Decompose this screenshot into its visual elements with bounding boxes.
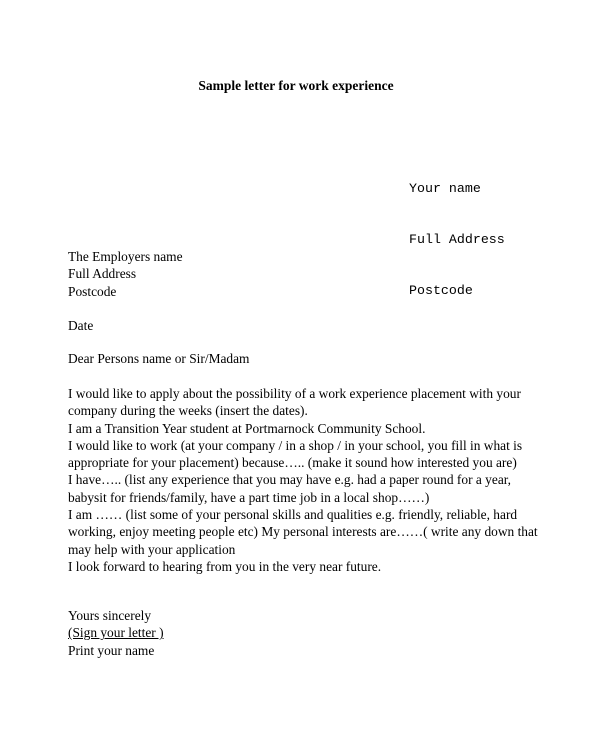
recipient-name: The Employers name <box>68 249 183 264</box>
date-text: Date <box>68 318 94 333</box>
body-line: may help with your application <box>68 541 236 557</box>
recipient-address-block <box>68 248 183 300</box>
body-line: I would like to work (at your company / in a shop / in your school, you fill in what is <box>68 437 523 453</box>
body-line: babysit for friends/family, have a part time job in a local shop……) <box>68 489 430 505</box>
letter-title: Sample letter for work experience <box>198 78 394 93</box>
body-line: appropriate for your placement) because….. (make it sound how interested you are) <box>68 455 517 471</box>
sign-instruction <box>68 624 164 641</box>
salutation-text: Dear Persons name or Sir/Madam <box>68 351 250 366</box>
salutation <box>68 350 249 367</box>
sign-off: Yours sincerely <box>68 608 152 623</box>
body-line: I am a Transition Year student at Portmarnock Community School. <box>68 420 426 436</box>
body-line: I am …… (list some of your personal skills and qualities e.g. friendly, reliable, hard <box>68 507 518 523</box>
sender-postcode: Postcode <box>409 283 473 298</box>
body-line: working, enjoy meeting people etc) My personal interests are……( write any down that <box>68 524 538 540</box>
letter-body <box>68 385 538 575</box>
body-line: I look forward to hearing from you in the very near future. <box>68 558 382 574</box>
body-line: I would like to apply about the possibility of a work experience placement with your <box>68 386 521 401</box>
body-line: I have….. (list any experience that you may have e.g. had a paper round for a year, <box>68 472 512 488</box>
sign-instruction-text: (Sign your letter ) <box>68 625 164 641</box>
sender-address: Full Address <box>409 232 505 247</box>
sender-name: Your name <box>409 181 481 196</box>
body-line: company during the weeks (insert the dates). <box>68 403 308 419</box>
sender-address-block <box>409 146 505 333</box>
print-name: Print your name <box>68 642 155 658</box>
recipient-postcode: Postcode <box>68 283 117 299</box>
letter-closing <box>68 607 164 659</box>
letter-date <box>68 317 93 334</box>
recipient-address: Full Address <box>68 266 137 282</box>
